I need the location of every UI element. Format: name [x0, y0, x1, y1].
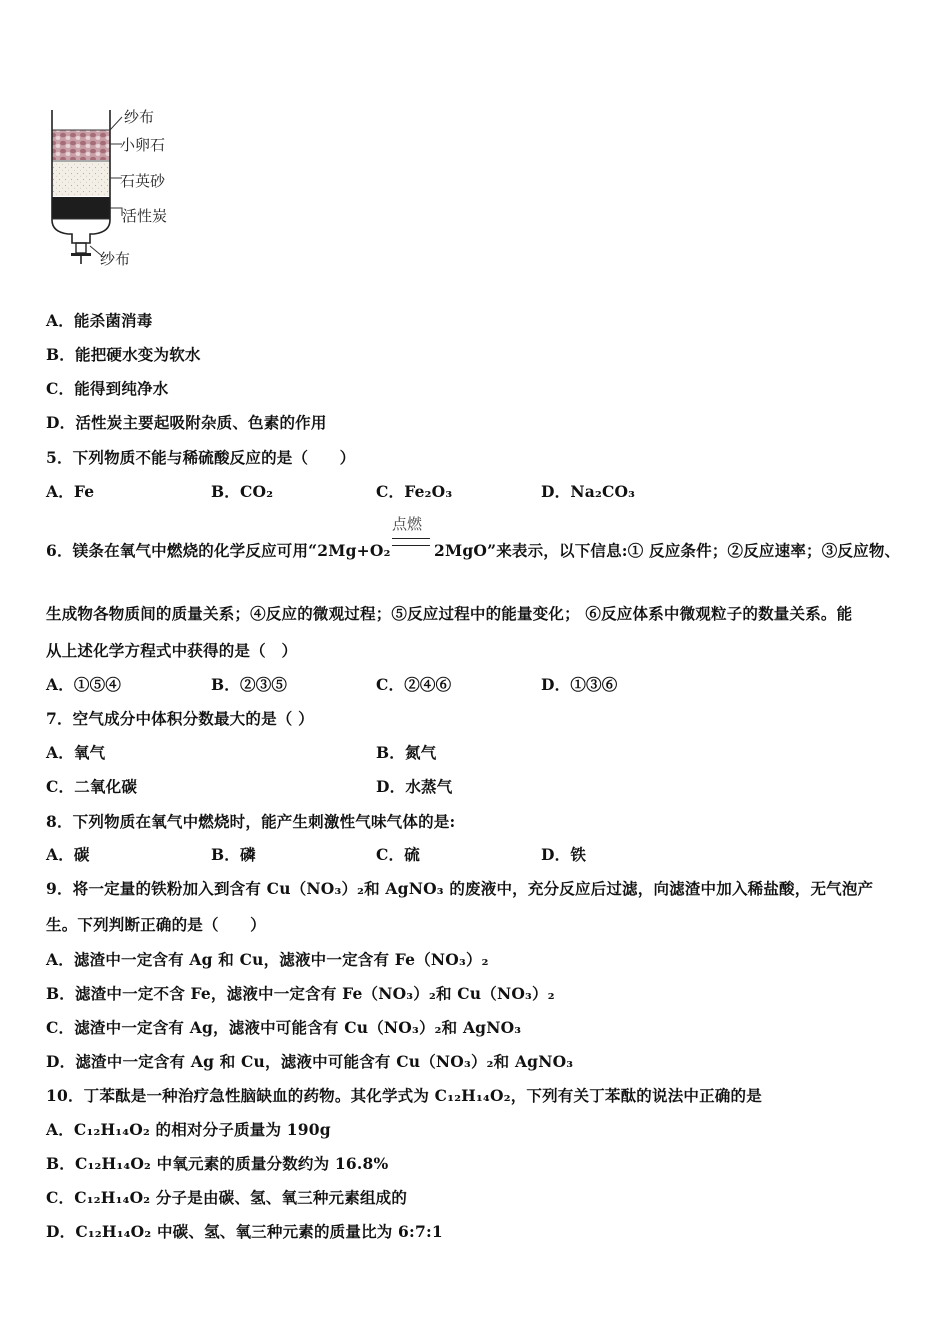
q7-stem: 7．空气成分中体积分数最大的是（ ）: [46, 709, 314, 728]
q6-option-b: B．②③⑤: [211, 675, 288, 694]
q8-option-d: D．铁: [541, 845, 587, 864]
q7-option-d: D．水蒸气: [376, 777, 453, 796]
q10-option-d: D．C₁₂H₁₄O₂ 中碳、氢、氧三种元素的质量比为 6:7:1: [46, 1222, 443, 1241]
q9-line2: 生。下列判断正确的是（ ）: [46, 915, 266, 934]
label-pebbles: 小卵石: [120, 136, 166, 154]
q4-option-a: A．能杀菌消毒: [46, 311, 153, 330]
q10-stem: 10．丁苯酞是一种治疗急性脑缺血的药物。其化学式为 C₁₂H₁₄O₂，下列有关丁苯酞的说法中正确的是: [46, 1086, 762, 1105]
q10-option-b: B．C₁₂H₁₄O₂ 中氧元素的质量分数约为 16.8%: [46, 1154, 389, 1173]
label-gauze-bottom: 纱布: [100, 250, 131, 268]
q8-stem: 8．下列物质在氧气中燃烧时，能产生刺激性气味气体的是:: [46, 812, 456, 831]
label-activated-carbon: 活性炭: [122, 207, 168, 225]
q9-option-b: B．滤渣中一定不含 Fe，滤液中一定含有 Fe（NO₃）₂和 Cu（NO₃）₂: [46, 984, 555, 1003]
pebble-layer: [52, 130, 110, 160]
q6-option-a: A．①⑤④: [46, 675, 122, 694]
q6-option-d: D．①③⑥: [541, 675, 618, 694]
q4-option-d: D．活性炭主要起吸附杂质、色素的作用: [46, 413, 327, 432]
q5-option-a: A．Fe: [46, 482, 95, 501]
q10-option-a: A．C₁₂H₁₄O₂ 的相对分子质量为 190g: [46, 1120, 331, 1139]
reaction-condition: 点燃: [392, 515, 423, 533]
q8-option-c: C．硫: [376, 845, 420, 864]
q6-line3: 从上述化学方程式中获得的是（ ）: [46, 641, 298, 660]
q9-line1: 9．将一定量的铁粉加入到含有 Cu（NO₃）₂和 AgNO₃ 的废液中，充分反应后过滤，向滤渣中加入稀盐酸，无气泡产: [46, 879, 874, 898]
q7-option-b: B．氮气: [376, 743, 437, 762]
label-gauze-top: 纱布: [124, 108, 155, 126]
q6-line2: 生成物各物质间的质量关系；④反应的微观过程；⑤反应过程中的能量变化； ⑥反应体系中微观粒子的数量关系。能: [46, 604, 853, 623]
q6-line1-post: 2MgO”来表示，以下信息:① 反应条件；②反应速率；③反应物、: [434, 541, 901, 560]
q5-option-d: D．Na₂CO₃: [541, 482, 636, 501]
filter-column: [52, 110, 110, 264]
water-filter-diagram: [40, 100, 200, 275]
activated-carbon-layer: [52, 197, 110, 219]
label-quartz-sand: 石英砂: [120, 172, 166, 190]
q5-option-b: B．CO₂: [211, 482, 274, 501]
q7-option-a: A．氧气: [46, 743, 106, 762]
q9-option-d: D．滤渣中一定含有 Ag 和 Cu，滤液中可能含有 Cu（NO₃）₂和 AgNO₃: [46, 1052, 574, 1071]
q9-option-a: A．滤渣中一定含有 Ag 和 Cu，滤液中一定含有 Fe（NO₃）₂: [46, 950, 489, 969]
q5-stem: 5．下列物质不能与稀硫酸反应的是（ ）: [46, 448, 356, 467]
q10-option-c: C．C₁₂H₁₄O₂ 分子是由碳、氢、氧三种元素组成的: [46, 1188, 408, 1207]
q7-option-c: C．二氧化碳: [46, 777, 138, 796]
q5-option-c: C．Fe₂O₃: [376, 482, 453, 501]
q4-option-b: B．能把硬水变为软水: [46, 345, 201, 364]
q8-option-b: B．磷: [211, 845, 256, 864]
q4-option-c: C．能得到纯净水: [46, 379, 169, 398]
q8-option-a: A．碳: [46, 845, 90, 864]
q6-line1-pre: 6．镁条在氧气中燃烧的化学反应可用“2Mg+O₂: [46, 541, 391, 560]
q9-option-c: C．滤渣中一定含有 Ag，滤液中可能含有 Cu（NO₃）₂和 AgNO₃: [46, 1018, 522, 1037]
equation-equals-sign: [392, 538, 430, 546]
quartz-sand-layer: [52, 162, 110, 196]
q6-option-c: C．②④⑥: [376, 675, 452, 694]
